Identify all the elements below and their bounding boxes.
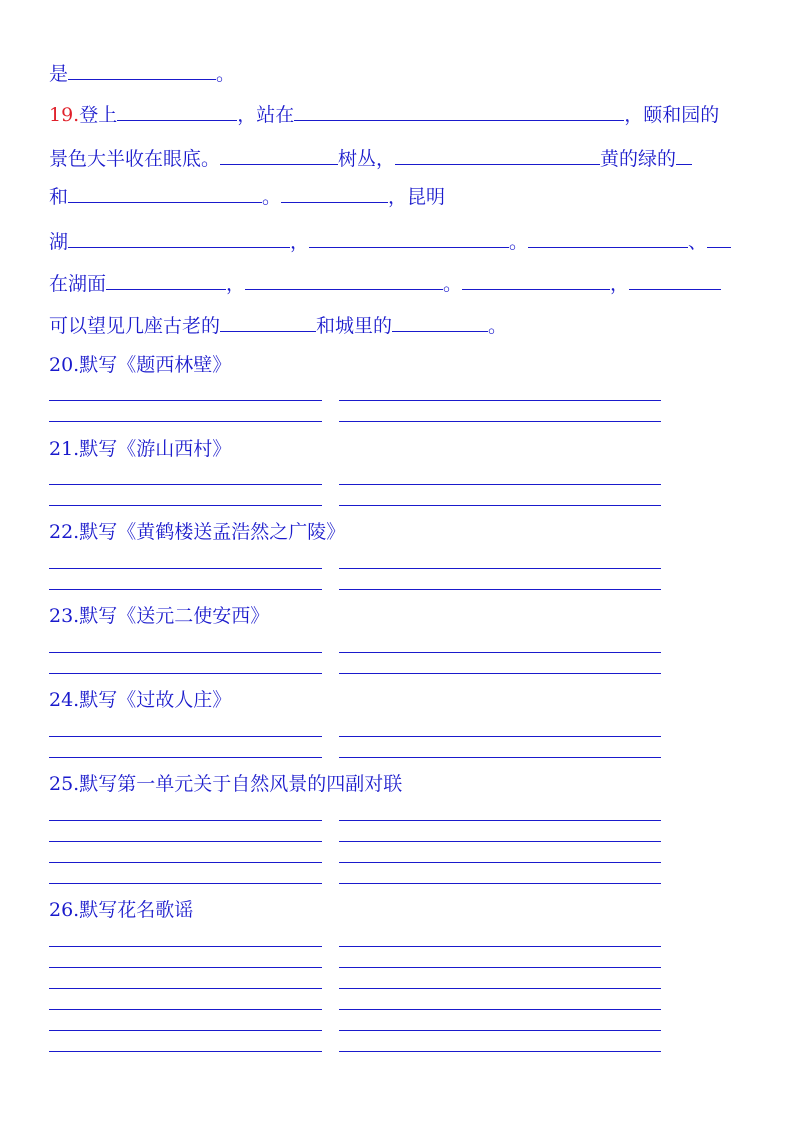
q19-line-6 <box>49 312 507 338</box>
answer-line[interactable] <box>49 736 322 737</box>
answer-line[interactable] <box>339 946 661 947</box>
fill-blank[interactable] <box>68 183 262 203</box>
answer-line[interactable] <box>339 736 661 737</box>
text-segment: 、 <box>688 231 708 253</box>
q19-line-2 <box>49 145 692 171</box>
answer-line[interactable] <box>49 988 322 989</box>
answer-line[interactable] <box>339 1009 661 1010</box>
answer-line[interactable] <box>339 757 661 758</box>
q18-suffix: 。 <box>216 63 236 85</box>
answer-line[interactable] <box>49 673 322 674</box>
question-heading-21: 21.默写《游山西村》 <box>49 438 232 460</box>
fill-blank[interactable] <box>392 312 488 332</box>
answer-line[interactable] <box>49 421 322 422</box>
q18-tail-line <box>49 60 235 86</box>
answer-line[interactable] <box>339 862 661 863</box>
text-segment: 。 <box>443 273 463 295</box>
answer-line[interactable] <box>339 1051 661 1052</box>
answer-line[interactable] <box>49 589 322 590</box>
answer-line[interactable] <box>49 1009 322 1010</box>
fill-blank[interactable] <box>528 228 688 248</box>
text-segment: ， <box>290 231 310 253</box>
text-segment: 景色大半收在眼底。 <box>49 148 221 170</box>
fill-blank[interactable] <box>309 228 509 248</box>
answer-line[interactable] <box>339 883 661 884</box>
answer-line[interactable] <box>49 946 322 947</box>
answer-line[interactable] <box>339 400 661 401</box>
answer-line[interactable] <box>339 589 661 590</box>
answer-line[interactable] <box>339 421 661 422</box>
text-segment: ，昆明 <box>388 186 446 208</box>
answer-line[interactable] <box>339 988 661 989</box>
text-segment: 登上 <box>79 104 118 126</box>
answer-line[interactable] <box>49 505 322 506</box>
text-segment: 树丛， <box>338 148 396 170</box>
fill-blank[interactable] <box>68 228 290 248</box>
answer-line[interactable] <box>49 400 322 401</box>
text-segment: 黄的绿的 <box>600 148 677 170</box>
answer-line[interactable] <box>49 967 322 968</box>
text-segment: ，站在 <box>237 104 295 126</box>
text-segment: ， <box>610 273 630 295</box>
fill-blank[interactable] <box>220 145 338 165</box>
fill-blank[interactable] <box>395 145 600 165</box>
fill-blank[interactable] <box>245 270 443 290</box>
fill-blank[interactable] <box>117 101 237 121</box>
answer-line[interactable] <box>49 1030 322 1031</box>
text-segment: 在湖面 <box>49 273 107 295</box>
answer-line[interactable] <box>49 883 322 884</box>
answer-line[interactable] <box>49 652 322 653</box>
answer-line[interactable] <box>339 967 661 968</box>
fill-blank[interactable] <box>106 270 226 290</box>
question-heading-23: 23.默写《送元二使安西》 <box>49 605 270 627</box>
q19-line-4 <box>49 228 731 254</box>
fill-blank[interactable] <box>294 101 624 121</box>
answer-line[interactable] <box>339 568 661 569</box>
answer-line[interactable] <box>49 568 322 569</box>
answer-line[interactable] <box>339 652 661 653</box>
fill-blank[interactable] <box>676 145 692 165</box>
answer-line[interactable] <box>339 484 661 485</box>
text-segment: 。 <box>488 315 508 337</box>
fill-blank[interactable] <box>629 270 721 290</box>
fill-blank[interactable] <box>462 270 610 290</box>
fill-blank[interactable] <box>68 60 216 80</box>
answer-line[interactable] <box>49 1051 322 1052</box>
text-segment: ， <box>226 273 246 295</box>
text-segment: 和 <box>49 186 69 208</box>
text-segment: 和城里的 <box>316 315 393 337</box>
answer-line[interactable] <box>49 820 322 821</box>
question-heading-26: 26.默写花名歌谣 <box>49 899 194 921</box>
question-heading-22: 22.默写《黄鹤楼送孟浩然之广陵》 <box>49 521 346 543</box>
answer-line[interactable] <box>339 820 661 821</box>
answer-line[interactable] <box>49 862 322 863</box>
text-segment: 。 <box>262 186 282 208</box>
text-segment: ，颐和园的 <box>624 104 720 126</box>
q19-line-5 <box>49 270 721 296</box>
fill-blank[interactable] <box>707 228 731 248</box>
fill-blank[interactable] <box>220 312 316 332</box>
question-heading-20: 20.默写《题西林壁》 <box>49 354 232 376</box>
q19-line-3 <box>49 183 445 209</box>
q18-prefix: 是 <box>49 63 69 85</box>
answer-line[interactable] <box>49 841 322 842</box>
question-heading-24: 24.默写《过故人庄》 <box>49 689 232 711</box>
answer-line[interactable] <box>339 1030 661 1031</box>
answer-line[interactable] <box>49 484 322 485</box>
text-segment: 湖 <box>49 231 69 253</box>
question-number: 19. <box>49 104 80 126</box>
text-segment: 可以望见几座古老的 <box>49 315 221 337</box>
answer-line[interactable] <box>339 841 661 842</box>
text-segment: 。 <box>509 231 529 253</box>
answer-line[interactable] <box>49 757 322 758</box>
question-heading-25: 25.默写第一单元关于自然风景的四副对联 <box>49 773 403 795</box>
q19-line-1 <box>49 101 719 127</box>
answer-line[interactable] <box>339 673 661 674</box>
answer-line[interactable] <box>339 505 661 506</box>
fill-blank[interactable] <box>281 183 388 203</box>
